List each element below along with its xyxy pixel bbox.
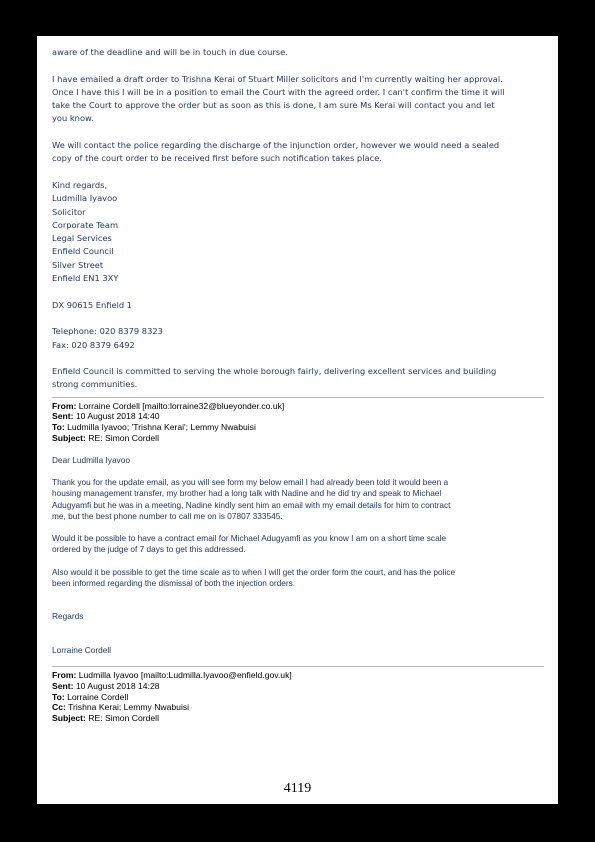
email-regards: Regards xyxy=(52,611,84,622)
email-from: Lorraine Cordell [mailto:lorraine32@blueyonder.co.uk] xyxy=(78,400,285,411)
email-cc: Trishna Kerai; Lemmy Nwabuisi xyxy=(68,702,190,713)
signature-block: Kind regards, Ludmilla Iyavoo Solicitor Corporate Team Legal Services Enfield Council Silver Street Enfield EN1 3XY xyxy=(52,179,119,284)
divider xyxy=(52,397,544,398)
reply-paragraph-2: I have emailed a draft order to Trishna Kerai of Stuart Miller solicitors and I'm currently waiting her approval. Once I have this I will be in a position to email the Court with the agreed order. I can't confirm the time it will take the Court to approve the order but as soon as this is done, I am sure Ms Kerai will contact you and let you know. xyxy=(52,73,505,124)
email-subject: RE: Simon Cordell xyxy=(88,713,159,724)
page-number: 4119 xyxy=(283,781,312,796)
telephone: Telephone: 020 8379 8323 xyxy=(52,326,163,337)
email-thread xyxy=(52,46,552,724)
email-to: Ludmilla Iyavoo; 'Trishna Kerai'; Lemmy Nwabuisi xyxy=(67,422,256,433)
email-sent: 10 August 2018 14:40 xyxy=(75,411,160,422)
email-from: Ludmilla Iyavoo [mailto:Ludmilla.Iyavoo@enfield.gov.uk] xyxy=(78,670,292,681)
dx-number: DX 90615 Enfield 1 xyxy=(52,299,133,310)
fax: Fax: 020 8379 6492 xyxy=(52,339,135,350)
reply-paragraph-1: aware of the deadline and will be in touch in due course. xyxy=(52,47,288,57)
document-page xyxy=(37,36,558,804)
email-header-2: From: Ludmilla Iyavoo [mailto:Ludmilla.Iyavoo@enfield.gov.uk] Sent: 10 August 2018 14:28 To: Lorraine Cordell Cc: Trishna Kerai; Lemmy Nwabuisi Subject: RE: Simon Cordell xyxy=(52,670,292,724)
email-subject: RE: Simon Cordell xyxy=(88,432,159,443)
divider xyxy=(52,666,544,667)
email-to: Lorraine Cordell xyxy=(67,691,129,702)
commitment-statement: Enfield Council is committed to serving the whole borough fairly, delivering excellent services and building strong communities. xyxy=(52,366,497,390)
email-body-1: Dear Ludmilla Iyavoo Thank you for the update email, as you will see form my below email I had already been told it would been a housing management transfer, my brother had a long talk with Nadine and he did try and speak to Michael Adugyamfi but he was in a meeting, Nadine kindly sent him an email with my email details for him to contract me, but the best phone number to call me on is 07807 333545. Would it be possible to have a contract email for Michael Adugyamfi as you know I am on a short time scale ordered by the judge of 7 days to get this addressed. Also would it be possible to get the time scale as to when I will get the order form the court, and has the police been informed regarding the dismissal of both the injection orders. Regards Lorraine Cordell xyxy=(52,455,552,657)
reply-paragraph-3: We will contact the police regarding the discharge of the injunction order, however we would need a sealed copy of the court order to be received first before such notification takes place. xyxy=(52,140,500,164)
email-sent: 10 August 2018 14:28 xyxy=(75,680,160,691)
email-header-1: From: Lorraine Cordell [mailto:lorraine32@blueyonder.co.uk] Sent: 10 August 2018 14:40 To: Ludmilla Iyavoo; 'Trishna Kerai'; Lemmy Nwabuisi Subject: RE: Simon Cordell xyxy=(52,400,285,443)
email-sender-name: Lorraine Cordell xyxy=(52,645,112,656)
email-greeting: Dear Ludmilla Iyavoo xyxy=(52,454,130,465)
